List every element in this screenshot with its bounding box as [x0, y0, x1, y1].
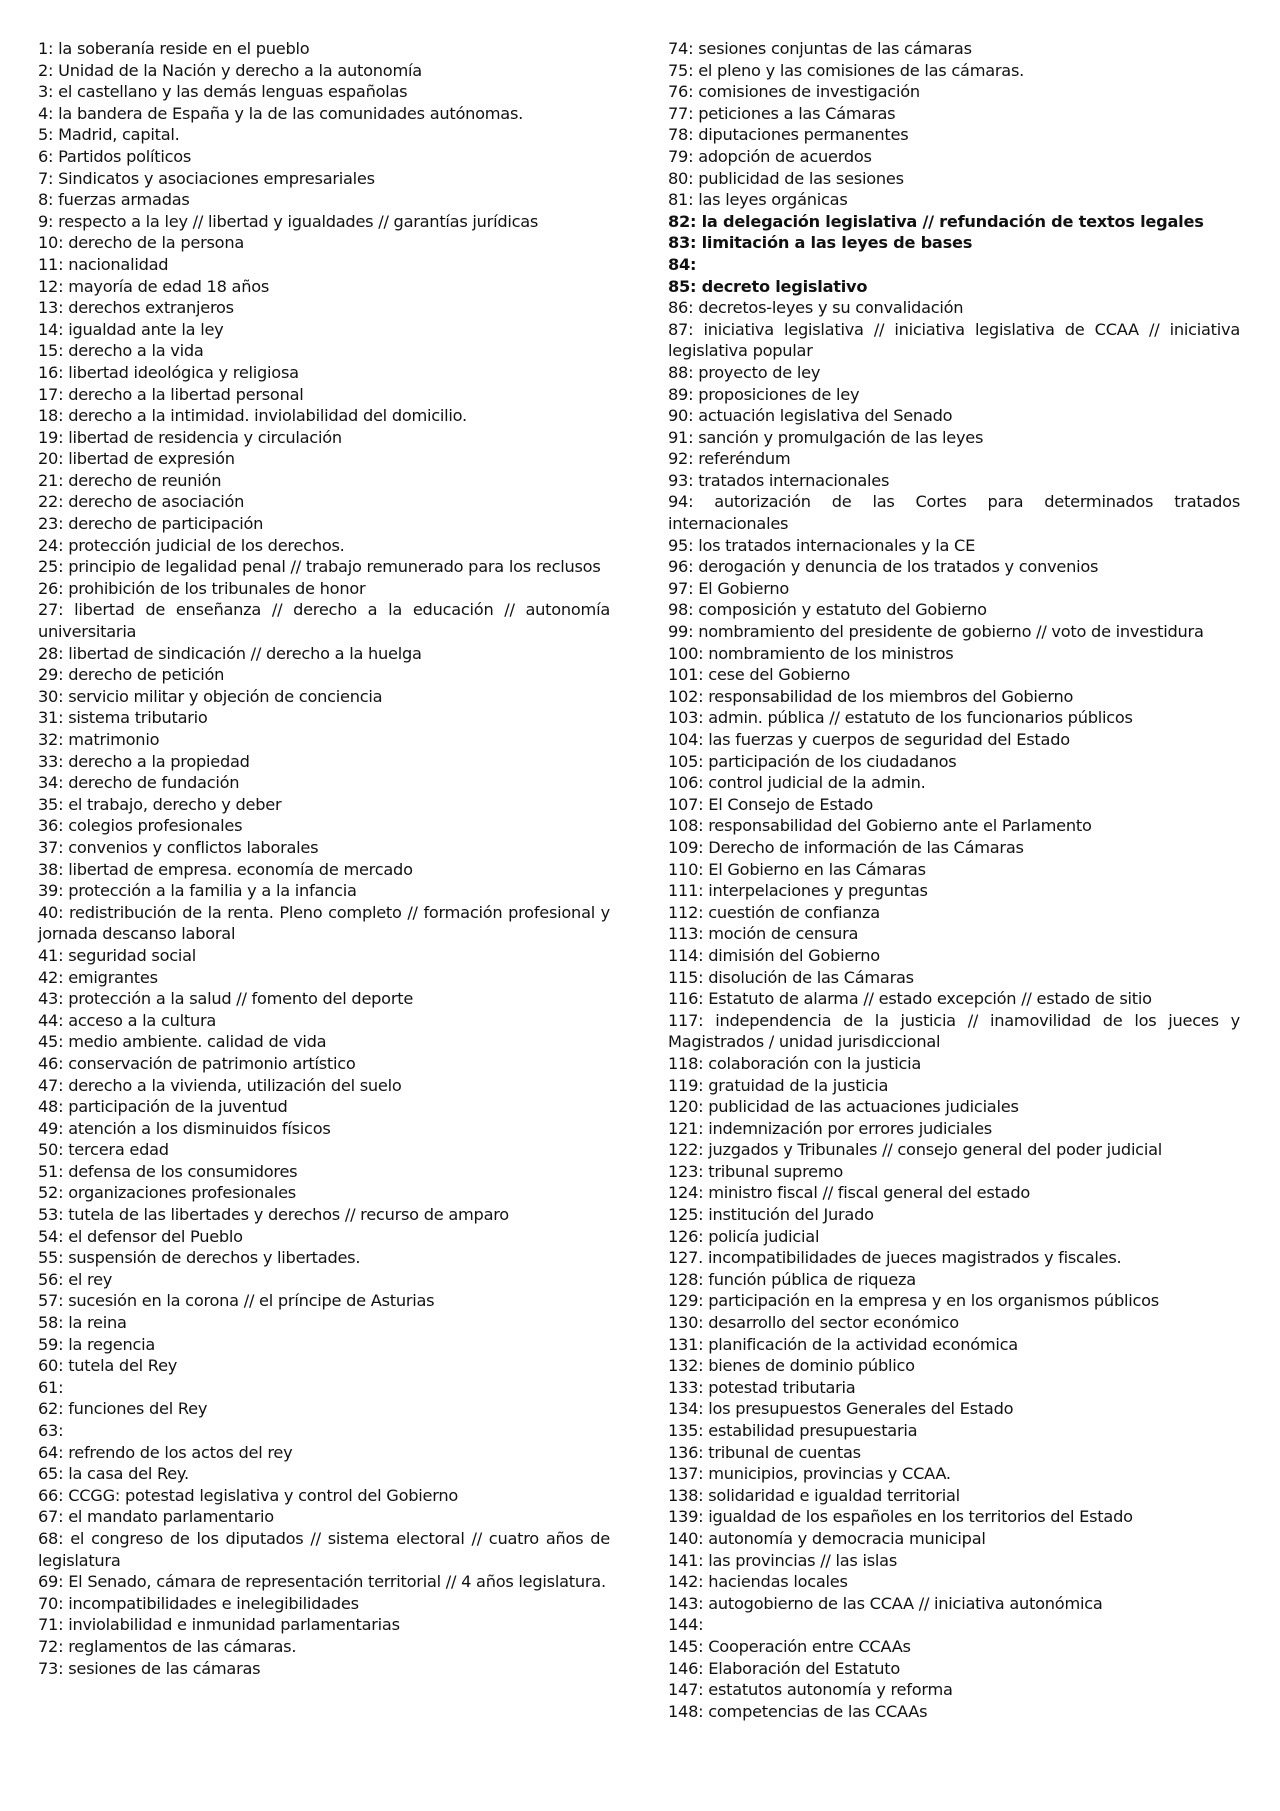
- article-entry: 5: Madrid, capital.: [38, 125, 180, 145]
- article-entry: 24: protección judicial de los derechos.: [38, 535, 345, 555]
- article-entry: 59: la regencia: [38, 1334, 156, 1354]
- article-entry: 64: refrendo de los actos del rey: [38, 1442, 293, 1462]
- article-entry: 21: derecho de reunión: [38, 470, 222, 490]
- article-entry: 87: iniciativa legislativa // iniciativa legislativa de CCAA // iniciativa legislativa popular: [668, 319, 1240, 361]
- article-entry: 132: bienes de dominio público: [668, 1356, 915, 1376]
- article-entry: 19: libertad de residencia y circulación: [38, 427, 342, 447]
- article-entry: 31: sistema tributario: [38, 708, 208, 728]
- article-entry: 134: los presupuestos Generales del Estado: [668, 1399, 1014, 1419]
- article-entry: 70: incompatibilidades e inelegibilidades: [38, 1593, 359, 1613]
- article-entry: 96: derogación y denuncia de los tratados y convenios: [668, 557, 1099, 577]
- article-entry: 60: tutela del Rey: [38, 1356, 178, 1376]
- article-entry: 143: autogobierno de las CCAA // iniciativa autonómica: [668, 1593, 1103, 1613]
- article-entry: 82: la delegación legislativa // refundación de textos legales: [668, 211, 1204, 231]
- article-entry: 71: inviolabilidad e inmunidad parlamentarias: [38, 1615, 400, 1635]
- article-entry: 29: derecho de petición: [38, 665, 225, 685]
- article-entry: 39: protección a la familia y a la infancia: [38, 881, 357, 901]
- article-entry: 103: admin. pública // estatuto de los funcionarios públicos: [668, 708, 1133, 728]
- article-entry: 95: los tratados internacionales y la CE: [668, 535, 976, 555]
- article-entry: 105: participación de los ciudadanos: [668, 751, 957, 771]
- article-entry: 91: sanción y promulgación de las leyes: [668, 427, 984, 447]
- article-entry: 14: igualdad ante la ley: [38, 319, 224, 339]
- left-column: [38, 38, 610, 1679]
- article-entry: 123: tribunal supremo: [668, 1161, 844, 1181]
- article-entry: 27: libertad de enseñanza // derecho a la educación // autonomía universitaria: [38, 600, 610, 642]
- article-entry: 101: cese del Gobierno: [668, 665, 850, 685]
- article-entry: 84:: [668, 254, 697, 274]
- article-entry: 145: Cooperación entre CCAAs: [668, 1636, 911, 1656]
- article-entry: 131: planificación de la actividad económica: [668, 1334, 1018, 1354]
- article-entry: 54: el defensor del Pueblo: [38, 1226, 243, 1246]
- article-entry: 148: competencias de las CCAAs: [668, 1701, 928, 1721]
- article-entry: 11: nacionalidad: [38, 254, 169, 274]
- article-entry: 122: juzgados y Tribunales // consejo general del poder judicial: [668, 1140, 1162, 1160]
- article-entry: 133: potestad tributaria: [668, 1377, 856, 1397]
- article-entry: 3: el castellano y las demás lenguas españolas: [38, 82, 408, 102]
- article-entry: 147: estatutos autonomía y reforma: [668, 1680, 953, 1700]
- article-entry: 100: nombramiento de los ministros: [668, 643, 954, 663]
- article-entry: 92: referéndum: [668, 449, 791, 469]
- article-entry: 65: la casa del Rey.: [38, 1464, 189, 1484]
- article-entry: 121: indemnización por errores judiciales: [668, 1118, 992, 1138]
- article-entry: 2: Unidad de la Nación y derecho a la autonomía: [38, 60, 422, 80]
- article-entry: 83: limitación a las leyes de bases: [668, 233, 973, 253]
- article-entry: 47: derecho a la vivienda, utilización del suelo: [38, 1075, 402, 1095]
- article-entry: 55: suspensión de derechos y libertades.: [38, 1248, 361, 1268]
- article-entry: 102: responsabilidad de los miembros del Gobierno: [668, 686, 1074, 706]
- article-entry: 129: participación en la empresa y en los organismos públicos: [668, 1291, 1159, 1311]
- article-entry: 77: peticiones a las Cámaras: [668, 103, 896, 123]
- article-entry: 67: el mandato parlamentario: [38, 1507, 274, 1527]
- article-entry: 48: participación de la juventud: [38, 1097, 288, 1117]
- article-entry: 88: proyecto de ley: [668, 362, 821, 382]
- article-entry: 128: función pública de riqueza: [668, 1269, 916, 1289]
- article-entry: 50: tercera edad: [38, 1140, 169, 1160]
- article-entry: 130: desarrollo del sector económico: [668, 1313, 959, 1333]
- article-entry: 112: cuestión de confianza: [668, 902, 880, 922]
- article-entry: 108: responsabilidad del Gobierno ante el Parlamento: [668, 816, 1092, 836]
- article-entry: 17: derecho a la libertad personal: [38, 384, 304, 404]
- article-entry: 56: el rey: [38, 1269, 113, 1289]
- article-entry: 49: atención a los disminuidos físicos: [38, 1118, 331, 1138]
- article-entry: 12: mayoría de edad 18 años: [38, 276, 270, 296]
- article-entry: 63:: [38, 1421, 64, 1440]
- article-entry: 126: policía judicial: [668, 1226, 820, 1246]
- article-entry: 68: el congreso de los diputados // sistema electoral // cuatro años de legislatura: [38, 1528, 610, 1570]
- article-entry: 36: colegios profesionales: [38, 816, 243, 836]
- article-entry: 72: reglamentos de las cámaras.: [38, 1636, 297, 1656]
- article-entry: 15: derecho a la vida: [38, 341, 204, 361]
- article-entry: 23: derecho de participación: [38, 514, 264, 534]
- article-entry: 34: derecho de fundación: [38, 773, 240, 793]
- article-entry: 28: libertad de sindicación // derecho a la huelga: [38, 643, 422, 663]
- article-entry: 118: colaboración con la justicia: [668, 1053, 922, 1073]
- article-entry: 62: funciones del Rey: [38, 1399, 208, 1419]
- article-entry: 46: conservación de patrimonio artístico: [38, 1053, 356, 1073]
- article-entry: 22: derecho de asociación: [38, 492, 245, 512]
- article-entry: 4: la bandera de España y la de las comunidades autónomas.: [38, 103, 524, 123]
- article-entry: 98: composición y estatuto del Gobierno: [668, 600, 987, 620]
- article-entry: 76: comisiones de investigación: [668, 82, 920, 102]
- article-entry: 117: independencia de la justicia // inamovilidad de los jueces y Magistrados / unidad jurisdiccional: [668, 1010, 1240, 1052]
- article-entry: 86: decretos-leyes y su convalidación: [668, 298, 964, 318]
- article-entry: 81: las leyes orgánicas: [668, 190, 848, 210]
- article-entry: 78: diputaciones permanentes: [668, 125, 909, 145]
- article-entry: 138: solidaridad e igualdad territorial: [668, 1485, 960, 1505]
- article-entry: 94: autorización de las Cortes para determinados tratados internacionales: [668, 492, 1240, 534]
- article-entry: 113: moción de censura: [668, 924, 859, 944]
- article-entry: 90: actuación legislativa del Senado: [668, 406, 953, 426]
- article-entry: 93: tratados internacionales: [668, 470, 890, 490]
- article-entry: 52: organizaciones profesionales: [38, 1183, 296, 1203]
- article-entry: 35: el trabajo, derecho y deber: [38, 794, 282, 814]
- article-entry: 75: el pleno y las comisiones de las cámaras.: [668, 60, 1025, 80]
- article-entry: 116: Estatuto de alarma // estado excepción // estado de sitio: [668, 989, 1152, 1009]
- article-entry: 107: El Consejo de Estado: [668, 794, 874, 814]
- article-entry: 26: prohibición de los tribunales de honor: [38, 578, 366, 598]
- article-entry: 140: autonomía y democracia municipal: [668, 1528, 986, 1548]
- article-entry: 37: convenios y conflictos laborales: [38, 837, 319, 857]
- article-entry: 25: principio de legalidad penal // trabajo remunerado para los reclusos: [38, 557, 601, 577]
- article-entry: 106: control judicial de la admin.: [668, 773, 926, 793]
- article-entry: 109: Derecho de información de las Cámaras: [668, 837, 1024, 857]
- article-entry: 7: Sindicatos y asociaciones empresariales: [38, 168, 375, 188]
- article-entry: 32: matrimonio: [38, 730, 160, 749]
- article-entry: 18: derecho a la intimidad. inviolabilidad del domicilio.: [38, 406, 467, 426]
- article-entry: 13: derechos extranjeros: [38, 298, 234, 318]
- article-entry: 146: Elaboración del Estatuto: [668, 1658, 901, 1678]
- article-entry: 10: derecho de la persona: [38, 233, 244, 253]
- article-entry: 45: medio ambiente. calidad de vida: [38, 1032, 327, 1052]
- article-entry: 125: institución del Jurado: [668, 1205, 874, 1225]
- article-entry: 85: decreto legislativo: [668, 276, 868, 296]
- article-entry: 53: tutela de las libertades y derechos // recurso de amparo: [38, 1205, 509, 1225]
- article-entry: 44: acceso a la cultura: [38, 1010, 217, 1030]
- article-entry: 135: estabilidad presupuestaria: [668, 1421, 918, 1440]
- article-entry: 119: gratuidad de la justicia: [668, 1075, 889, 1095]
- article-entry: 136: tribunal de cuentas: [668, 1442, 861, 1462]
- article-entry: 38: libertad de empresa. economía de mercado: [38, 859, 413, 879]
- article-entry: 139: igualdad de los españoles en los territorios del Estado: [668, 1507, 1133, 1527]
- article-entry: 1: la soberanía reside en el pueblo: [38, 39, 310, 58]
- article-entry: 40: redistribución de la renta. Pleno completo // formación profesional y jornada descanso laboral: [38, 902, 610, 944]
- article-entry: 114: dimisión del Gobierno: [668, 945, 880, 965]
- article-entry: 30: servicio militar y objeción de conciencia: [38, 686, 383, 706]
- article-entry: 43: protección a la salud // fomento del deporte: [38, 989, 414, 1009]
- article-entry: 9: respecto a la ley // libertad y igualdades // garantías jurídicas: [38, 211, 539, 231]
- article-entry: 69: El Senado, cámara de representación territorial // 4 años legislatura.: [38, 1572, 606, 1592]
- article-entry: 120: publicidad de las actuaciones judiciales: [668, 1097, 1019, 1117]
- article-entry: 127. incompatibilidades de jueces magistrados y fiscales.: [668, 1248, 1122, 1268]
- article-entry: 66: CCGG: potestad legislativa y control del Gobierno: [38, 1485, 458, 1505]
- article-entry: 6: Partidos políticos: [38, 146, 192, 166]
- article-entry: 74: sesiones conjuntas de las cámaras: [668, 39, 972, 58]
- article-entry: 99: nombramiento del presidente de gobierno // voto de investidura: [668, 622, 1204, 642]
- article-entry: 115: disolución de las Cámaras: [668, 967, 914, 987]
- article-entry: 8: fuerzas armadas: [38, 190, 190, 210]
- article-entry: 57: sucesión en la corona // el príncipe de Asturias: [38, 1291, 435, 1311]
- article-entry: 104: las fuerzas y cuerpos de seguridad del Estado: [668, 730, 1070, 749]
- article-entry: 137: municipios, provincias y CCAA.: [668, 1464, 951, 1484]
- article-entry: 144:: [668, 1615, 704, 1635]
- article-entry: 124: ministro fiscal // fiscal general del estado: [668, 1183, 1031, 1203]
- article-entry: 110: El Gobierno en las Cámaras: [668, 859, 926, 879]
- article-entry: 80: publicidad de las sesiones: [668, 168, 904, 188]
- article-entry: 141: las provincias // las islas: [668, 1550, 898, 1570]
- article-entry: 16: libertad ideológica y religiosa: [38, 362, 299, 382]
- article-entry: 97: El Gobierno: [668, 578, 790, 598]
- article-entry: 20: libertad de expresión: [38, 449, 235, 469]
- article-entry: 42: emigrantes: [38, 967, 158, 987]
- article-entry: 58: la reina: [38, 1313, 127, 1333]
- article-entry: 61:: [38, 1377, 64, 1397]
- right-column: [668, 38, 1240, 1722]
- article-entry: 111: interpelaciones y preguntas: [668, 881, 928, 901]
- article-entry: 33: derecho a la propiedad: [38, 751, 250, 771]
- article-entry: 73: sesiones de las cámaras: [38, 1658, 261, 1678]
- article-entry: 142: haciendas locales: [668, 1572, 848, 1592]
- article-entry: 79: adopción de acuerdos: [668, 146, 872, 166]
- article-entry: 41: seguridad social: [38, 945, 197, 965]
- article-entry: 51: defensa de los consumidores: [38, 1161, 298, 1181]
- article-entry: 89: proposiciones de ley: [668, 384, 860, 404]
